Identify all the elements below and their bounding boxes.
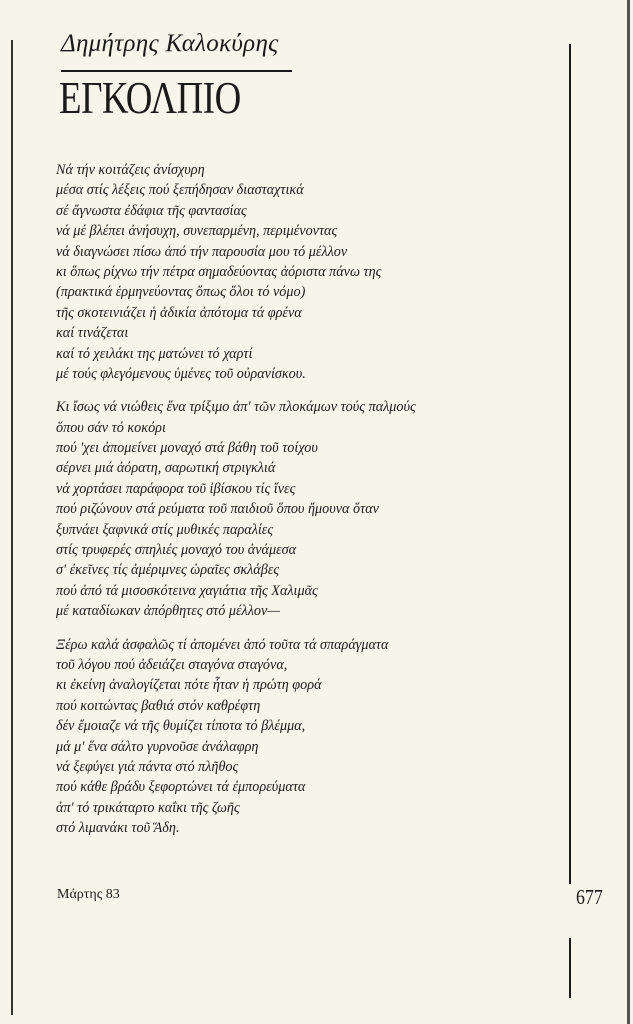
poem-line: Κι ἴσως νά νιώθεις ἕνα τρίξιμο ἀπ' τῶν πλοκάμων τούς παλμούς (56, 399, 416, 416)
poem-line: δέν ἔμοιαζε νά τῆς θυμίζει τίποτα τό βλέμμα, (56, 718, 306, 735)
poem-line: τῆς σκοτεινιάζει ἡ ἀδικία ἀπότομα τά φρένα (56, 304, 302, 321)
poem-line: κι ἐκείνη ἀναλογίζεται πότε ἦταν ἡ πρώτη φορά (56, 677, 322, 694)
poem-title: ΕΓΚΟΛΠΙΟ (59, 73, 241, 123)
poem-line: πού 'χει ἀπομείνει μοναχό στά βάθη τοῦ τοίχου (56, 440, 318, 457)
poem-line: πού κάθε βράδυ ξεφορτώνει τά ἐμπορεύματα (56, 779, 306, 796)
left-margin-rule (11, 40, 13, 1015)
poem-line: καί τινάζεται (56, 325, 129, 342)
poem-line: μά μ' ἕνα σάλτο γυρνοῦσε ἀνάλαφρη (56, 738, 259, 755)
right-margin-rule-lower (569, 938, 571, 998)
poem-line: ὅπου σάν τό κοκόρι (56, 419, 166, 436)
page-edge-rule (627, 0, 630, 1024)
poem-line: ἀπ' τό τρικάταρτο καΐκι τῆς ζωῆς (56, 799, 240, 816)
poem-line: Ξέρω καλά ἀσφαλῶς τί ἀπομένει ἀπό τοῦτα τά σπαράγματα (56, 636, 389, 653)
poem-line: πού ριζώνουν στά ρεύματα τοῦ παιδιοῦ ὅπου ἤμουνα ὅταν (56, 501, 379, 518)
page-number: 677 (576, 885, 603, 909)
poem-line: (πρακτικά ἑρμηνεύοντας ὅπως ὅλοι τό νόμο) (56, 284, 306, 301)
poem-line: τοῦ λόγου πού ἀδειάζει σταγόνα σταγόνα, (56, 656, 288, 673)
poem-line: μέσα στίς λέξεις πού ξεπήδησαν διασταχτικά (56, 182, 304, 199)
poem-body (56, 160, 566, 852)
poem-line: κι ὅπως ρίχνω τήν πέτρα σημαδεύοντας ἀόριστα πάνω της (56, 263, 382, 280)
poem-line: μέ τούς φλεγόμενους ὑμένες τοῦ οὐρανίσκου. (56, 365, 306, 382)
stanza (56, 397, 566, 621)
poem-line: σέρνει μιά ἀόρατη, σαρωτική στριγκλιά (56, 460, 276, 477)
poem-line: Νά τήν κοιτάζεις ἀνίσχυρη (56, 162, 205, 178)
right-margin-rule (569, 44, 571, 884)
poem-line: μέ καταδίωκαν ἀπόρθητες στό μέλλον— (56, 603, 280, 620)
poem-date: Μάρτης 83 (57, 887, 120, 902)
poem-line: σέ ἄγνωστα ἐδάφια τῆς φαντασίας (56, 202, 247, 219)
poem-line: πού ἀπό τά μισοσκότεινα χαγιάτια τῆς Χαλιμᾶς (56, 582, 318, 599)
author-name: Δημήτρης Καλοκύρης (61, 30, 279, 57)
poem-line: νά χορτάσει παράφορα τοῦ ἰβίσκου τίς ἴνες (56, 480, 296, 497)
poem-line: νά ξεφύγει γιά πάντα στό πλῆθος (56, 758, 239, 775)
stanza (56, 635, 566, 839)
poem-line: νά μέ βλέπει ἀνήσυχη, συνεπαρμένη, περιμένοντας (56, 223, 338, 240)
poem-line: στό λιμανάκι τοῦ Ἅδη. (56, 820, 180, 837)
poem-line: σ' ἐκεῖνες τίς ἀμέριμνες ὡραῖες σκλάβες (56, 562, 280, 579)
poem-line: στίς τρυφερές σπηλιές μοναχό του ἀνάμεσα (56, 542, 297, 559)
poem-line: πού κοιτώντας βαθιά στόν καθρέφτη (56, 697, 261, 714)
poem-line: καί τό χειλάκι της ματώνει τό χαρτί (56, 345, 253, 362)
poem-line: νά διαγνώσει πίσω ἀπό τήν παρουσία μου τό μέλλον (56, 243, 348, 260)
poem-line: ξυπνάει ξαφνικά στίς μυθικές παραλίες (56, 521, 274, 538)
author-underline (61, 70, 292, 72)
stanza (56, 160, 566, 384)
